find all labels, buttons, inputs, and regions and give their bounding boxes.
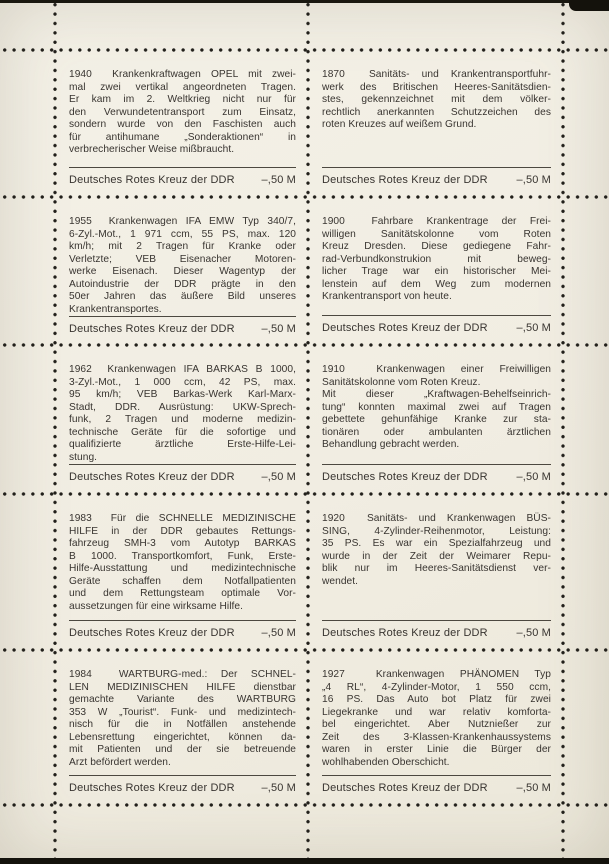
text-line: tionären oder ambulanten ärztlichen <box>322 426 551 438</box>
footer-rule <box>69 464 296 465</box>
text-line: Zeit des 3-Klassen-Krankenhaussystems <box>322 731 551 743</box>
text-line: Sanitätskolonne vom Roten Kreuz. <box>322 376 481 388</box>
denomination: –,50 M <box>516 471 551 483</box>
text-line: SING, 4-Zylinder-Reihenmotor, Leistung: <box>322 525 551 537</box>
text-line: mit Patienten und der sie betreuende <box>69 744 296 756</box>
text-line: Krankentransportes. <box>69 303 162 315</box>
panel-footer <box>322 167 551 186</box>
text-line: LEN MEDIZINISCHEN HILFE dienstbar <box>69 681 296 693</box>
sheet-edge-top <box>0 0 609 3</box>
sheet-edge-corner <box>569 0 609 11</box>
text-line: werk des Britischen Heeres-Sanitätsdien- <box>322 81 551 93</box>
text-line: Behandlung gebracht werden. <box>322 439 460 451</box>
text-line: 1962 Krankenwagen IFA BARKAS B 1000, <box>69 364 296 375</box>
panel-footer <box>69 464 296 483</box>
text-line: 16 PS. Das Auto bot Platz für zwei <box>322 694 551 706</box>
issuer-label: Deutsches Rotes Kreuz der DDR <box>69 471 235 484</box>
panel-footer <box>69 167 296 186</box>
text-line: tung“ konnten maximal zwei auf Tragen <box>322 401 551 413</box>
text-line: 1927 Krankenwagen PHÄNOMEN Typ <box>322 669 551 680</box>
text-line: Mit dieser „Kraftwagen-Behelfseinrich- <box>322 389 551 401</box>
panel-text <box>322 364 551 452</box>
text-line: lenstein auf dem Weg zum modernen <box>322 278 551 290</box>
panel-footer <box>322 464 551 483</box>
stamp-panel <box>55 494 308 650</box>
text-line: für antihumane „Sonderaktionen“ in <box>69 131 296 143</box>
text-line: waren in erster Linie die Bürger der <box>322 744 551 756</box>
text-line: werke Eisenach. Dieser Wagentyp der <box>69 266 296 278</box>
text-line: stung. <box>69 451 98 463</box>
text-line: Arzt befördert werden. <box>69 756 171 768</box>
text-line: willigen Sanitätskolonne vom Roten <box>322 228 551 240</box>
stamp-panel <box>308 50 563 197</box>
footer-rule <box>69 775 296 776</box>
text-line: 3-Zyl.-Mot., 1 000 ccm, 42 PS, max. <box>69 376 296 388</box>
denomination: –,50 M <box>261 323 296 336</box>
text-line: blik nur im Heeres-Sanitätsdienst ver- <box>322 563 551 575</box>
text-line: wohlhabenden Oberschicht. <box>322 756 450 768</box>
text-line: Krankentransport von heute. <box>322 291 452 303</box>
issuer-label: Deutsches Rotes Kreuz der DDR <box>322 627 488 639</box>
footer-rule <box>69 620 296 621</box>
text-line: Hilfe-Ausstattung und medizintechnische <box>69 563 296 575</box>
text-line: Stadt, DDR. Ausrüstung: UKW-Sprech- <box>69 401 296 413</box>
text-line: fahrzeug SMH-3 vom Autotyp BARKAS <box>69 538 296 550</box>
text-line: funk, 2 Tragen und moderne medizin- <box>69 414 296 426</box>
text-line: sondern wurde von den Faschisten auch <box>69 119 296 131</box>
panel-text <box>69 669 296 769</box>
issuer-label: Deutsches Rotes Kreuz der DDR <box>322 782 488 794</box>
text-line: Autoindustrie der DDR prägte in den <box>69 278 296 290</box>
text-line: wurde in der Zeit der Weimarer Repu- <box>322 550 551 562</box>
issuer-label: Deutsches Rotes Kreuz der DDR <box>69 174 235 186</box>
footer-rule <box>69 167 296 168</box>
text-line: Verletzte; VEB Eisenacher Motoren- <box>69 253 296 265</box>
text-line: nisch für die in Notfällen anstehende <box>69 719 296 731</box>
stamp-panel <box>308 345 563 494</box>
sheet-edge-bottom <box>0 858 609 864</box>
text-line: B 1000. Transportkomfort, Funk, Erste- <box>69 550 296 562</box>
stamp-panel <box>55 345 308 494</box>
denomination: –,50 M <box>516 322 551 334</box>
text-line: 35 PS. Es war ein Spezialfahrzeug und <box>322 538 551 550</box>
text-line: rad-Verbundkonstrukion mit beweg- <box>322 253 551 265</box>
issuer-label: Deutsches Rotes Kreuz der DDR <box>69 627 235 639</box>
text-line: km/h; mit 2 Tragen für Kranke oder <box>69 241 296 253</box>
issuer-label: Deutsches Rotes Kreuz der DDR <box>69 323 235 336</box>
stamp-panel <box>55 50 308 197</box>
panel-footer <box>322 620 551 639</box>
text-line: Er kam im 2. Weltkrieg nicht nur für <box>69 94 296 106</box>
panel-footer <box>69 316 296 335</box>
text-line: 353 W „Tourist“. Funk- und medizintech- <box>69 706 296 718</box>
text-line: 1900 Fahrbare Krankentrage der Frei- <box>322 216 551 227</box>
issuer-label: Deutsches Rotes Kreuz der DDR <box>322 471 488 483</box>
text-line: mal zwei vertikal angeordneten Tragen. <box>69 81 296 93</box>
footer-rule <box>322 620 551 621</box>
text-line: 1940 Krankenkraftwagen OPEL mit zwei- <box>69 69 296 80</box>
footer-rule <box>322 315 551 316</box>
footer-rule <box>322 775 551 776</box>
text-line: verbrecherischer Weise mißbraucht. <box>69 144 235 156</box>
text-line: Liegekranke und war relativ komforta- <box>322 706 551 718</box>
panel-footer <box>322 775 551 794</box>
text-line: 50er Jahren das äußere Bild unseres <box>69 291 296 303</box>
text-line: 6-Zyl.-Mot., 1 971 ccm, 55 PS, max. 120 <box>69 228 296 240</box>
text-line: bel eingerichtet. Aber Nutznießer zur <box>322 719 551 731</box>
footer-rule <box>69 316 296 317</box>
stamp-panel <box>55 650 308 805</box>
stamp-panel <box>308 650 563 805</box>
text-line: 95 km/h; VEB Barkas-Werk Karl-Marx- <box>69 389 296 401</box>
panel-text <box>322 669 551 769</box>
text-line: roten Kreuzes auf weißem Grund. <box>322 119 477 131</box>
text-line: 1920 Sanitäts- und Krankenwagen BÜS- <box>322 513 551 524</box>
panel-text <box>69 69 296 157</box>
denomination: –,50 M <box>261 471 296 484</box>
issuer-label: Deutsches Rotes Kreuz der DDR <box>322 174 488 186</box>
text-line: Kreuz Dresden. Diese gediegene Fahr- <box>322 241 551 253</box>
denomination: –,50 M <box>516 627 551 639</box>
text-line: licher Trage war ein historischer Mei- <box>322 266 551 278</box>
text-line: stes, gekennzeichnet mit dem völker- <box>322 94 551 106</box>
text-line: 1910 Krankenwagen einer Freiwilligen <box>322 364 551 375</box>
issuer-label: Deutsches Rotes Kreuz der DDR <box>322 322 488 334</box>
text-line: wendet. <box>322 575 359 587</box>
panel-footer <box>69 775 296 794</box>
panel-footer <box>322 315 551 334</box>
stamp-panel <box>308 494 563 650</box>
text-line: 1955 Krankenwagen IFA EMW Typ 340/7, <box>69 216 296 227</box>
stamp-panel <box>308 197 563 345</box>
text-line: technische Geräte für die sofortige und <box>69 426 296 438</box>
text-line: 1984 WARTBURG-med.: Der SCHNEL- <box>69 669 296 680</box>
panel-text <box>69 216 296 316</box>
text-line: qualifizierte ärztliche Erste-Hilfe-Lei- <box>69 439 296 451</box>
text-line: 1870 Sanitäts- und Krankentransportfuhr- <box>322 69 551 80</box>
panel-text <box>322 216 551 304</box>
text-line: 1983 Für die SCHNELLE MEDIZINISCHE <box>69 513 296 524</box>
text-line: aussetzungen für eine wirksame Hilfe. <box>69 600 243 612</box>
text-line: und dem Rettungsteam optimale Vor- <box>69 588 296 600</box>
stamp-panel <box>55 197 308 345</box>
text-line: Lebensrettung eingerichtet, können da- <box>69 731 296 743</box>
text-line: rechtlich anerkannten Schutzzeichen des <box>322 106 551 118</box>
text-line: den Verwundetentransport zum Einsatz, <box>69 106 296 118</box>
panel-footer <box>69 620 296 639</box>
denomination: –,50 M <box>516 782 551 794</box>
denomination: –,50 M <box>261 627 296 639</box>
panel-text <box>69 364 296 464</box>
denomination: –,50 M <box>261 174 296 186</box>
panel-text <box>69 513 296 613</box>
denomination: –,50 M <box>516 174 551 186</box>
text-line: gemachte Variante des WARTBURG <box>69 694 296 706</box>
text-line: „4 RL“, 4-Zylinder-Motor, 1 550 ccm, <box>322 681 551 693</box>
text-line: HILFE in der DDR gebautes Rettungs- <box>69 525 296 537</box>
panel-text <box>322 69 551 132</box>
panel-grid <box>55 50 563 805</box>
issuer-label: Deutsches Rotes Kreuz der DDR <box>69 782 235 794</box>
text-line: Geräte schaffen dem Notfallpatienten <box>69 575 296 587</box>
denomination: –,50 M <box>261 782 296 794</box>
footer-rule <box>322 464 551 465</box>
panel-text <box>322 513 551 588</box>
footer-rule <box>322 167 551 168</box>
text-line: gebettete gehunfähige Kranke zur sta- <box>322 414 551 426</box>
